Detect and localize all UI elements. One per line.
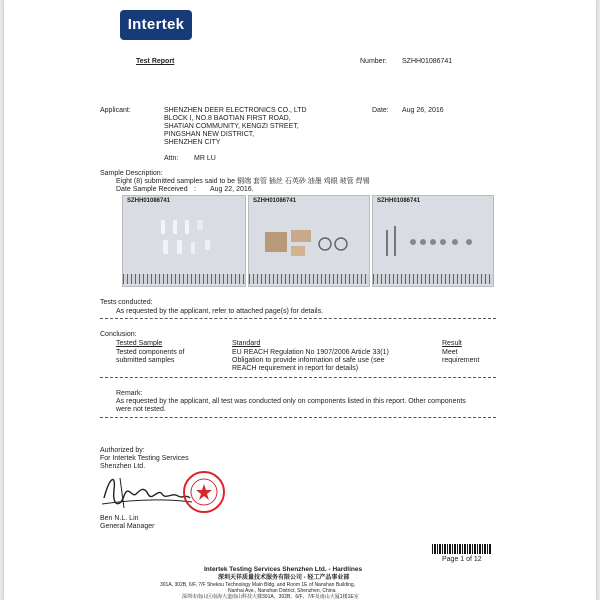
ruler [373,274,493,284]
sample-items-image [373,196,493,286]
col-header-sample: Tested Sample [116,340,163,347]
signatory-name: Ben N.L. Lin [100,515,139,522]
footer-company: Intertek Testing Services Shenzhen Ltd. - Hardlines [204,566,363,573]
sample-title: Sample Description: [100,170,163,177]
sample-photo [122,195,246,287]
remark-title: Remark: [116,390,143,397]
sample-description: Eight (8) submitted samples said to be 铜端 套管 插丝 石英砂 油墨 鸡眼 玻管 焊锡 [116,178,370,185]
ruler [249,274,369,284]
applicant-line: SHENZHEN DEER ELECTRONICS CO., LTD [164,107,307,114]
applicant-line: PINGSHAN NEW DISTRICT, [164,131,255,138]
divider [100,377,496,378]
page-number: Page 1 of 12 [442,556,482,563]
sample-photo [372,195,494,287]
tests-title: Tests conducted: [100,299,153,306]
date-label: Date: [372,107,389,114]
sample-items-image [249,196,369,286]
photo-caption: SZHH01086741 [377,198,421,204]
footer-address-cn: 深圳市南山区南海大道南山科技大楼301A、302B、6/F、7/F及南山大厦1楼1E室 [182,594,359,600]
standard-line: Obligation to provide information of safe use (see [232,357,385,364]
report-page [4,0,596,600]
applicant-line: SHATIAN COMMUNITY, KENGZI STREET, [164,123,299,130]
applicant-line: SHENZHEN CITY [164,139,221,146]
divider [100,318,496,319]
authorized-line: Shenzhen Ltd. [100,463,146,470]
col-header-result: Result [442,340,462,347]
divider [100,417,496,418]
footer-company-cn: 深圳天祥质量技术服务有限公司 - 轻工产品事业部 [218,575,350,581]
attn-value: MR LU [194,155,216,162]
conclusion-title: Conclusion: [100,331,137,338]
tested-sample-line: Tested components of [116,349,185,356]
barcode [432,544,492,554]
footer-address: 301A, 302B, 6/F, 7/F Shekou Technology Main Bldg. and Room 1E of Nanshan Building, [160,582,356,588]
remark-line: were not tested. [116,406,166,413]
signatory-position: General Manager [100,523,155,530]
ruler [123,274,245,284]
standard-line: EU REACH Regulation No 1907/2006 Article 33(1) [232,349,389,356]
number-label: Number: [360,58,387,65]
remark-line: As requested by the applicant, all test was conducted only on components listed in this report. Other components [116,398,466,405]
authorized-line: For Intertek Testing Services [100,455,189,462]
authorized-line: Authorized by: [100,447,145,454]
tested-sample-line: submitted samples [116,357,175,364]
standard-line: REACH requirement in report for details) [232,365,359,372]
footer-address-2: Nanhai Ave., Nanshan District, Shenzhen, China [228,588,336,594]
applicant-label: Applicant: [100,107,131,114]
attn-label: Attn: [164,155,179,162]
number-value: SZHH01086741 [402,58,453,65]
col-header-standard: Standard [232,340,261,347]
sample-items-image [123,196,245,286]
report-title: Test Report [136,58,175,65]
result-line: requirement [442,357,480,364]
received-label: Date Sample Received [116,186,188,193]
signature-and-seal [100,468,230,516]
sample-photo [248,195,370,287]
photo-caption: SZHH01086741 [253,198,297,204]
date-value: Aug 26, 2016 [402,107,444,114]
result-line: Meet [442,349,458,356]
applicant-line: BLOCK I, NO.8 BAOTIAN FIRST ROAD, [164,115,291,122]
received-value: Aug 22, 2016. [210,186,254,193]
photo-caption: SZHH01086741 [127,198,171,204]
intertek-logo: Intertek [120,10,192,40]
tests-text: As requested by the applicant, refer to attached page(s) for details. [116,308,324,315]
received-separator: : [194,186,196,193]
